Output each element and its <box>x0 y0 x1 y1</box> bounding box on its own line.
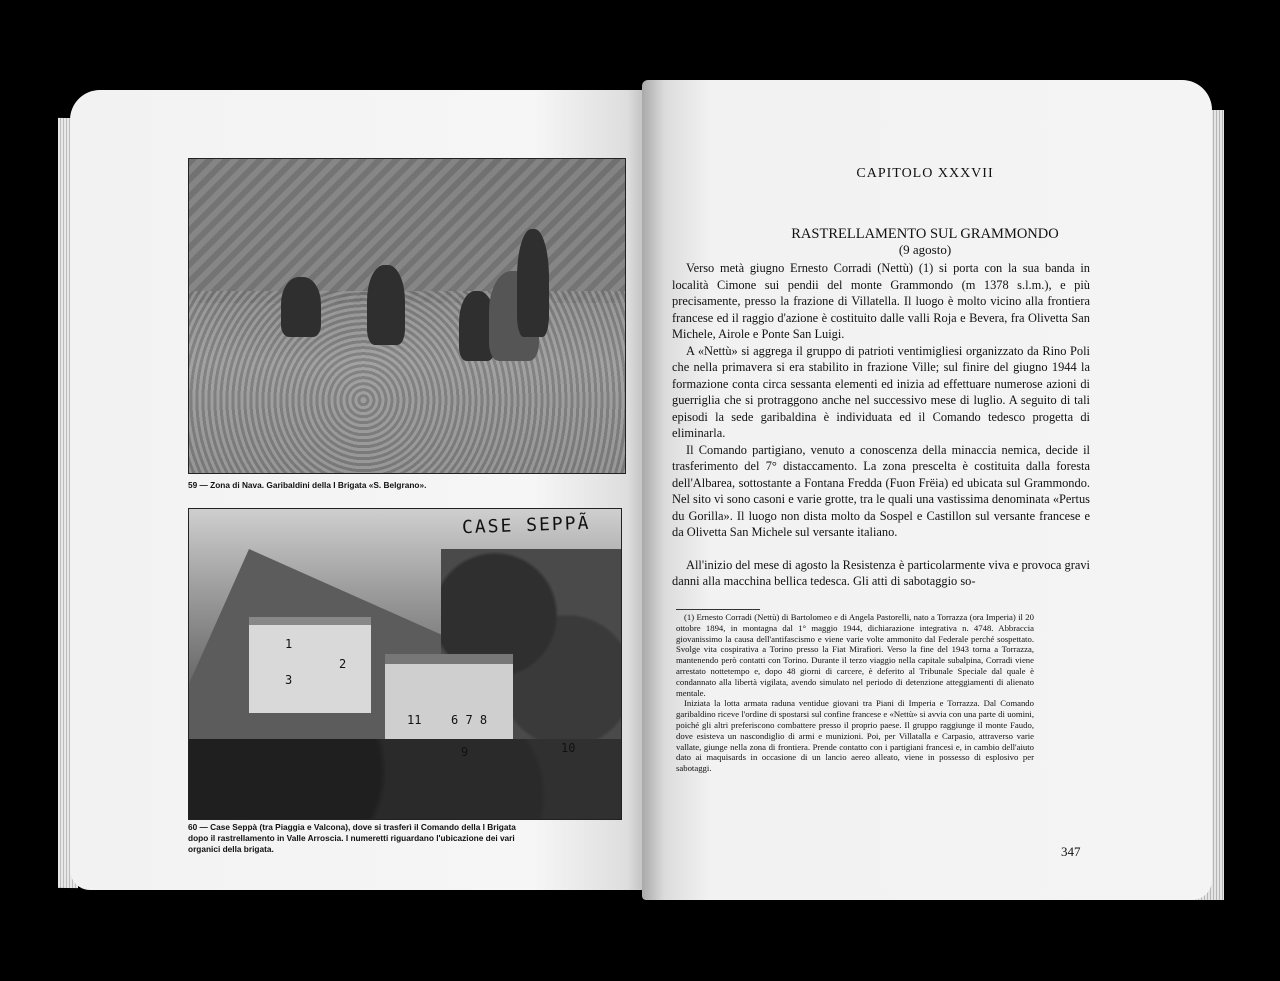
footnote-divider <box>676 609 760 610</box>
paragraph: All'inizio del mese di agosto la Resistenza è particolarmente viva e provoca gravi danni alla macchina bellica tedesca. Gli atti di sabotaggio so- <box>672 557 1090 588</box>
photo-marker: 1 <box>285 637 293 651</box>
photo-case-seppa <box>188 508 622 820</box>
photo-caption: 60 — Case Seppà (tra Piaggia e Valcona), dove si trasferì il Comando della I Brigata dopo il rastrellamento in Valle Arroscia. I numeretti riguardano l'ubicazione dei vari organici della brigata. <box>188 822 516 854</box>
chapter-heading: CAPITOLO XXXVII <box>856 166 994 181</box>
photo-marker: 6 7 8 <box>451 713 488 727</box>
photo-caption: 59 — Zona di Nava. Garibaldini della I Brigata «S. Belgrano». <box>188 480 427 490</box>
figure <box>281 277 321 337</box>
photo-partisans-nava <box>188 158 626 474</box>
body-text <box>672 260 1090 590</box>
page-number: 347 <box>1061 844 1081 859</box>
handwritten-label: CASE SEPPÃ <box>461 512 591 539</box>
figure <box>367 265 405 345</box>
paragraph: Il Comando partigiano, venuto a conoscenza della minaccia nemica, decide il trasferimento del 7° distaccamento. La zona prescelta è costituita dalla foresta dell'Albarea, sottostante a Fontana Fredda (Fuon Frëia) ed ubicata sul Grammondo. Nel sito vi sono casoni e varie grotte, tra le quali una vastissima denominata «Pertus du Gorilla». Il luogo non dista molto da Sospel e Castillon sul versante francese e da Olivetta San Michele sul versante italiano. <box>672 442 1090 539</box>
house <box>249 617 371 713</box>
photo-marker: 9 <box>461 745 469 759</box>
footnote: Iniziata la lotta armata raduna ventidue giovani tra Piani di Imperia e Torrazza. Dal Comando garibaldino riceve l'ordine di spostarsi sul confine francese e «Nettù» si avvia con una parte di uomini, poiché gli altri preferiscono combattere presso il proprio paese. Il gruppo raggiunge il monte Faudo, dove esisteva un nascondiglio di armi e munizioni. Poi, per Villatalla e Carpasio, attraverso varie vallate, giunge nella zona di frontiera. Prende contatto con i partigiani francesi e, in cambio dell'aiuto dato ai maquisards in occasione di un lancio aereo alleato, viene in possesso di esplosivo per sabotaggi. <box>676 698 1034 774</box>
photo-marker: 10 <box>561 741 576 755</box>
section-subtitle: (9 agosto) <box>898 242 952 257</box>
figure <box>517 229 549 337</box>
paragraph: A «Nettù» si aggrega il gruppo di patrioti ventimigliesi organizzato da Rino Poli che nella primavera si era stabilito in frazione Ville; sul finire del giugno 1944 la formazione conta circa sessanta elementi ed inizia ad effettuare numerose azioni di guerriglia che si protraggono anche nel successivo mese di luglio. A seguito di tali episodi la sede garibaldina è individuata ed il Comando tedesco progetta di eliminarla. <box>672 343 1090 440</box>
photo-marker: 3 <box>285 673 293 687</box>
paragraph: Verso metà giugno Ernesto Corradi (Nettù) (1) si porta con la sua banda in località Cimone sui pendii del monte Grammondo (m 1378 s.l.m.), e più precisamente, presso la frazione di Villatella. Il luogo è molto vicino alla frontiera francese ed il raggio d'azione è costituito dalle valli Roja e Bevera, fra Olivetta San Michele, Airole e Ponte San Luigi. <box>672 261 1090 341</box>
photo-marker: 11 <box>407 713 422 727</box>
stone-wall <box>189 159 625 303</box>
rocky-ground <box>189 291 625 473</box>
foreground-bushes <box>189 739 621 819</box>
footnotes <box>676 612 1034 774</box>
footnote: (1) Ernesto Corradi (Nettù) di Bartolomeo e di Angela Pastorelli, nato a Torrazza (ora Imperia) il 20 ottobre 1894, in montagna dal 1° maggio 1944, dichiarazione integrativa n. 4748. Abbraccia giovanissimo la causa dell'antifascismo e viene varie volte ammonito dal Federale perché sospettato. Svolge vita cospirativa a Torino presso la Fiat Mirafiori. Verso la fine del 1943 torna a Torrazza, mantenendo però contatti con Torino. Durante il terzo viaggio nella capitale subalpina, Corradi viene arrestato nottetempo e, dopo 48 giorni di carcere, è deferito al Tribunale Speciale dal quale è condannato alla libertà vigilata, avendo simulato nel periodo di detenzione atteggiamenti di alienato mentale. <box>676 612 1034 698</box>
photo-marker: 2 <box>339 657 347 671</box>
section-title: RASTRELLAMENTO SUL GRAMMONDO <box>791 226 1059 242</box>
